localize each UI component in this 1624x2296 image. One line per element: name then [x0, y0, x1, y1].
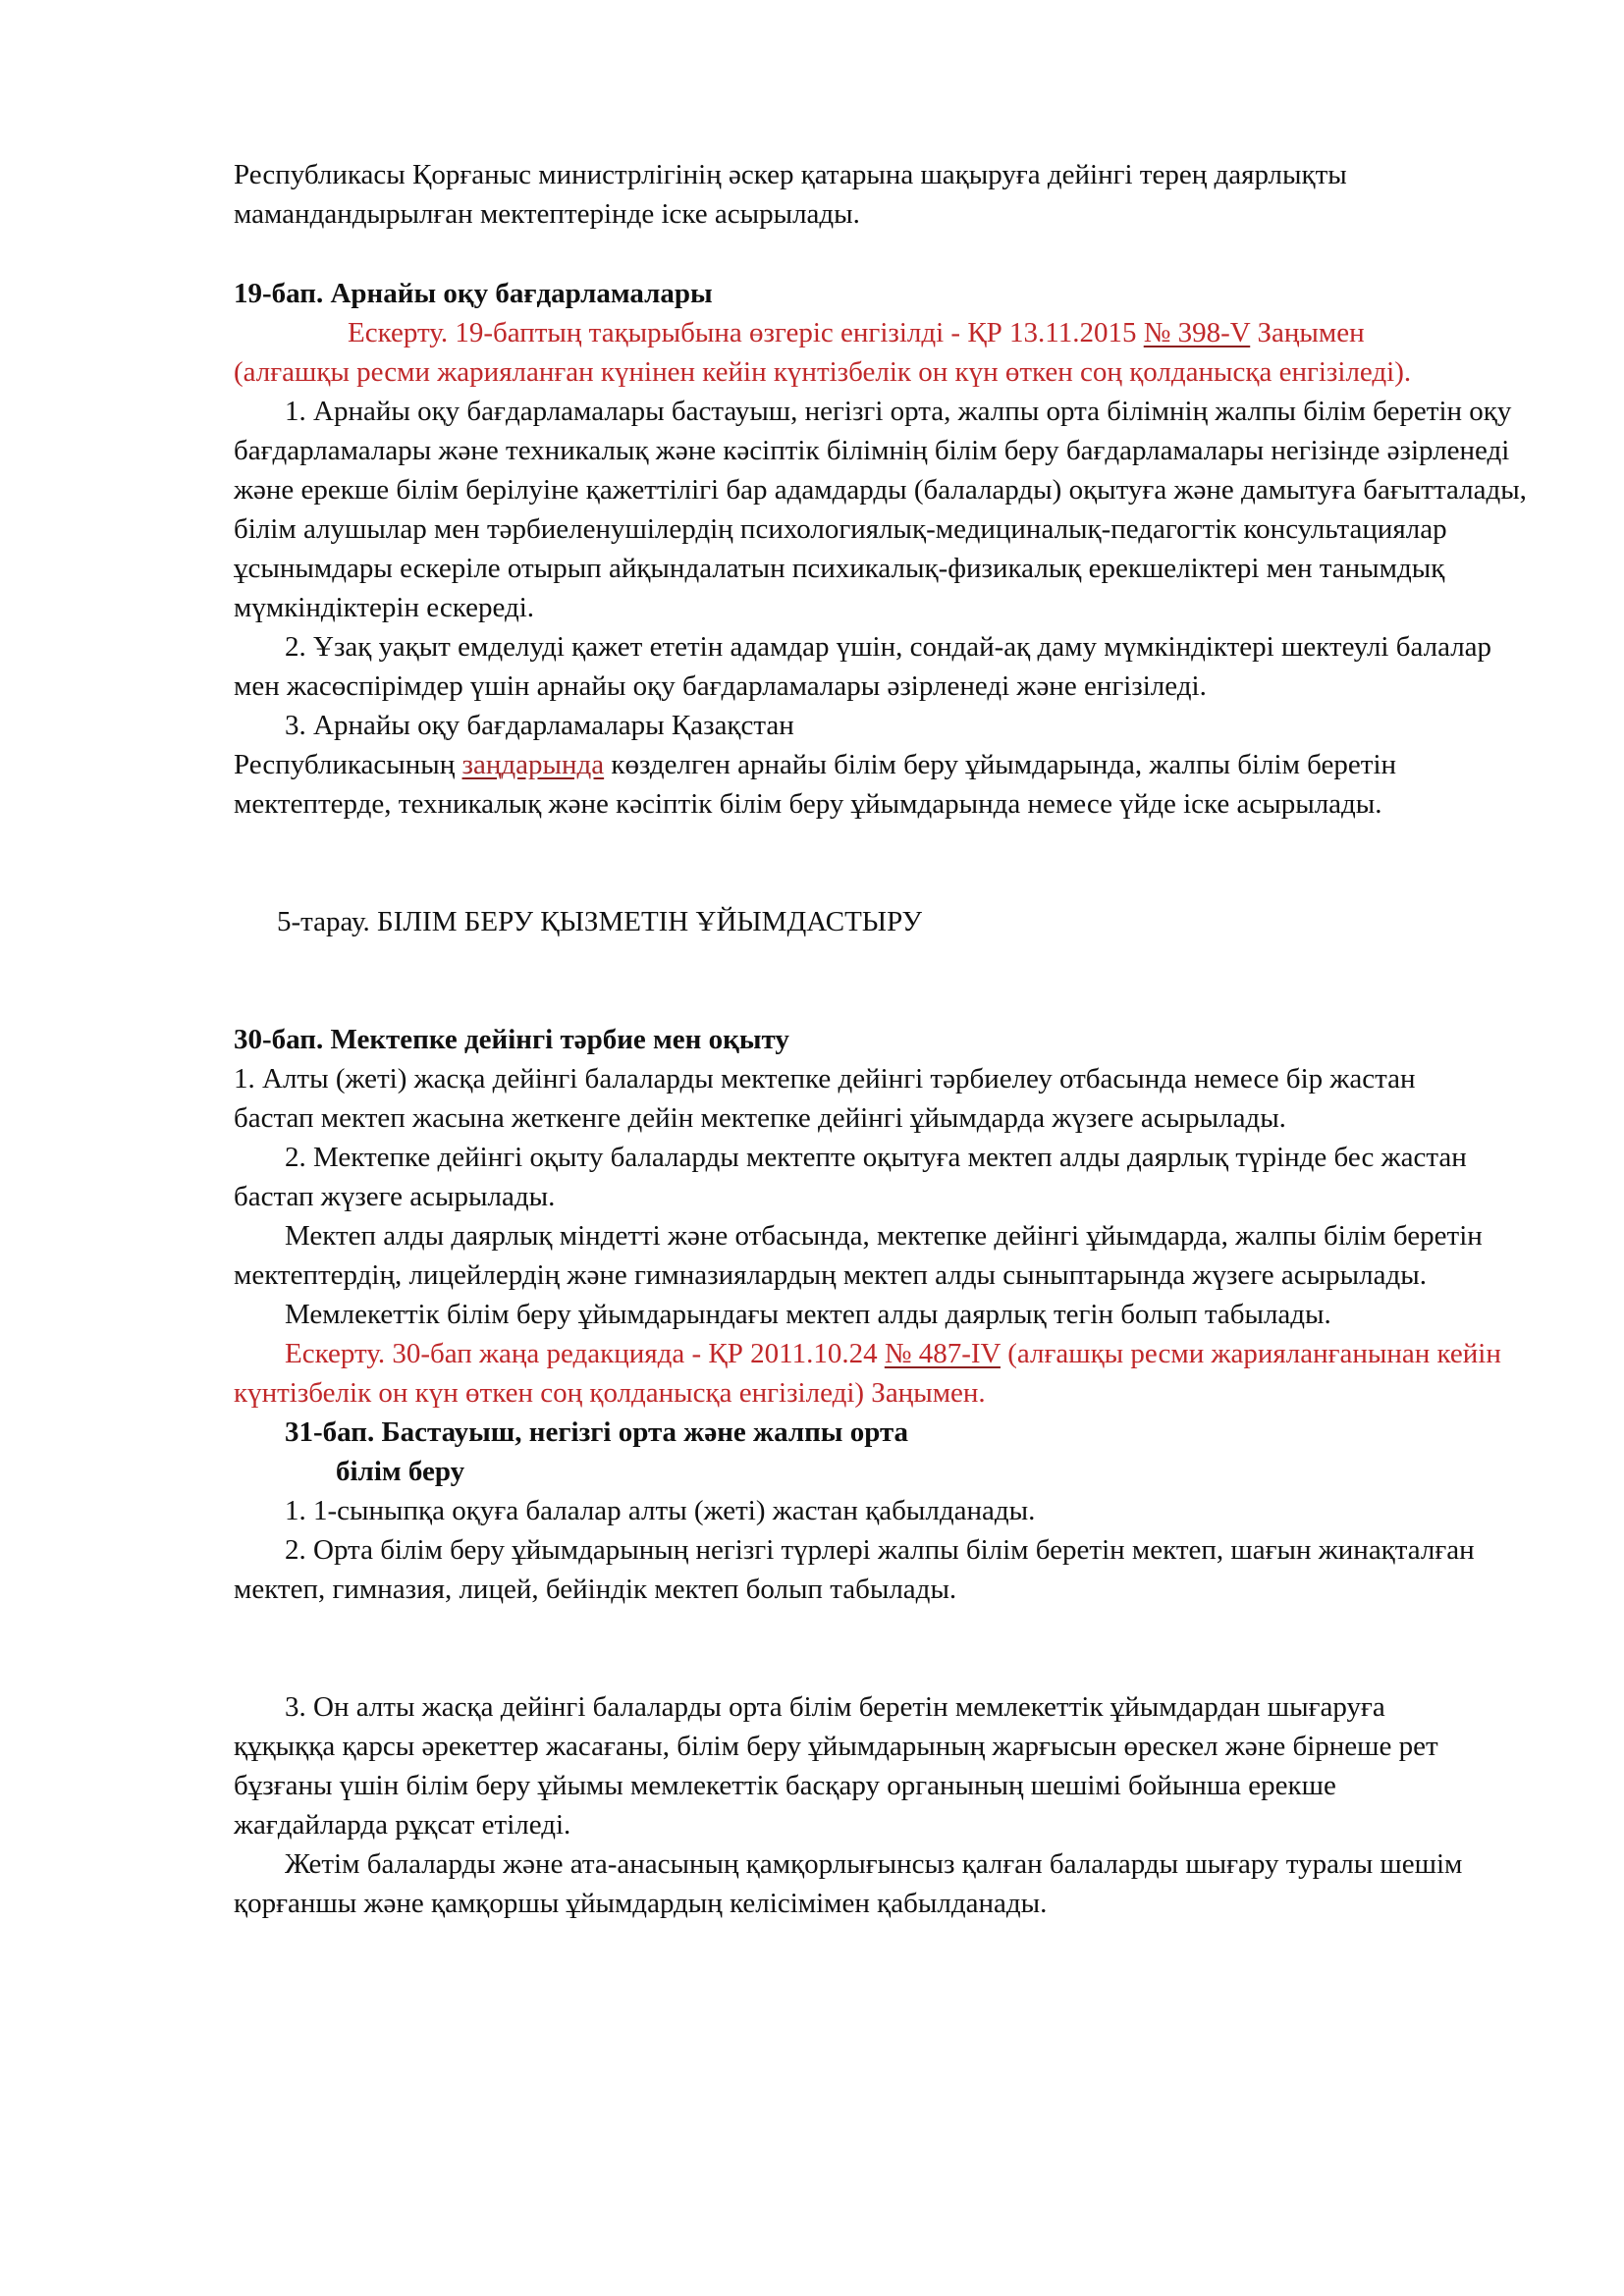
article-31-heading-line-2: білім беру: [336, 1456, 465, 1487]
article-19-paragraph-3-tail: көзделген арнайы білім беру ұйымдарында, жалпы білім беретін мектептерде, техникалық және кәсіптік білім беру ұйымдарында немесе үйде іске асырылады.: [234, 749, 1397, 820]
law-398-v-link[interactable]: № 398-V: [1143, 317, 1251, 348]
article-19-note-tail: Заңымен (алғашқы ресми жарияланған күнінен кейін күнтізбелік он күн өткен соң қолданысқа енгізіледі).: [234, 317, 1412, 388]
article-19-paragraph-3-line-1: 3. Арнайы оқу бағдарламалары Қазақстан: [285, 710, 794, 741]
article-19-heading: 19-бап. Арнайы оқу бағдарламалары: [234, 278, 713, 309]
article-19-paragraph-3-text: Республикасының: [234, 749, 462, 780]
article-31-paragraph-1: 1. 1-сыныпқа оқуға балалар алты (жеті) жастан қабылданады.: [285, 1495, 1036, 1526]
chapter-5-heading: 5-тарау. БІЛІМ БЕРУ ҚЫЗМЕТІН ҰЙЫМДАСТЫРУ: [277, 906, 923, 937]
article-31-heading-line-1: 31-бап. Бастауыш, негізгі орта және жалпы орта: [285, 1416, 909, 1448]
article-30-note-text: Ескерту. 30-бап жаңа редакцияда - ҚР 2011.10.24: [285, 1338, 885, 1369]
article-31-paragraph-3: 3. Он алты жасқа дейінгі балаларды орта білім беретін мемлекеттік ұйымдардан шығаруға құқыққа қарсы әрекеттер жасағаны, білім беру ұйымдарының жарғысын өрескел және бірнеше рет бұзғаны үшін білім беру ұйымы мемлекеттік басқару органының шешімі бойынша ерекше жағдайларда рұқсат етіледі.: [234, 1691, 1438, 1841]
article-31-paragraph-4: Жетім балаларды және ата-анасының қамқорлығынсыз қалған балаларды шығару туралы шешім қорғаншы және қамқоршы ұйымдардың келісімімен қабылданады.: [234, 1848, 1463, 1919]
article-30-note: [234, 1334, 1510, 1413]
article-30-note-tail: (алғашқы ресми жарияланғанынан кейін күнтізбелік он күн өткен соң қолданысқа енгізіледі) Заңымен.: [234, 1338, 1501, 1409]
article-31-paragraph-2: 2. Орта білім беру ұйымдарының негізгі түрлері жалпы білім беретін мектеп, шағын жинақталған мектеп, гимназия, лицей, бейіндік мектеп болып табылады.: [234, 1534, 1475, 1605]
article-30-paragraph-3: Мектеп алды даярлық міндетті және отбасында, мектепке дейінгі ұйымдарда, жалпы білім беретін мектептердің, лицейлердің және гимназиялардың мектеп алды сыныптарында жүзеге асырылады.: [234, 1220, 1483, 1291]
article-19-note-text: Ескерту. 19-баптың тақырыбына өзгеріс енгізілді - ҚР 13.11.2015: [348, 317, 1144, 348]
article-30-paragraph-1: 1. Алты (жеті) жасқа дейінгі балаларды мектепке дейінгі тәрбиелеу отбасында немесе бір жастан бастап мектеп жасына жеткенге дейін мектепке дейінгі ұйымдарда жүзеге асырылады.: [234, 1063, 1416, 1134]
article-30-paragraph-2: 2. Мектепке дейінгі оқыту балаларды мектепте оқытуға мектеп алды даярлық түрінде бес жастан бастап жүзеге асырылады.: [234, 1142, 1467, 1212]
laws-link[interactable]: заңдарында: [461, 749, 605, 780]
law-487-iv-link[interactable]: № 487-IV: [884, 1338, 1001, 1369]
article-30-paragraph-4: Мемлекеттік білім беру ұйымдарындағы мектеп алды даярлық тегін болып табылады.: [285, 1299, 1331, 1330]
article-19-paragraph-2: 2. Ұзақ уақыт емделуді қажет ететін адамдар үшін, сондай-ақ даму мүмкіндіктері шектеулі балалар мен жасөспірімдер үшін арнайы оқу бағдарламалары әзірленеді және енгізіледі.: [234, 631, 1492, 702]
intro-paragraph: Республикасы Қорғаныс министрлігінің әскер қатарына шақыруға дейінгі терең даярлықты мамандандырылған мектептерінде іске асырылады.: [234, 159, 1347, 230]
article-19-note: [234, 313, 1451, 392]
article-19-paragraph-3: [234, 745, 1510, 824]
article-30-heading: 30-бап. Мектепке дейінгі тәрбие мен оқыту: [234, 1024, 789, 1055]
document-page: [234, 155, 1540, 1923]
article-19-paragraph-1: 1. Арнайы оқу бағдарламалары бастауыш, негізгі орта, жалпы орта білімнің жалпы білім беретін оқу бағдарламалары және техникалық және кәсіптік білімнің білім беру бағдарламалары негізінде әзірленеді және ерекше білім берілуіне қажеттілігі бар адамдарды (балаларды) оқытуға және дамытуға бағытталады, білім алушылар мен тәрбиеленушілердің психологиялық-медициналық-педагогтік консультациялар ұсынымдары ескеріле отырып айқындалатын психикалық-физикалық ерекшеліктері мен танымдық мүмкіндіктерін ескереді.: [234, 396, 1527, 623]
